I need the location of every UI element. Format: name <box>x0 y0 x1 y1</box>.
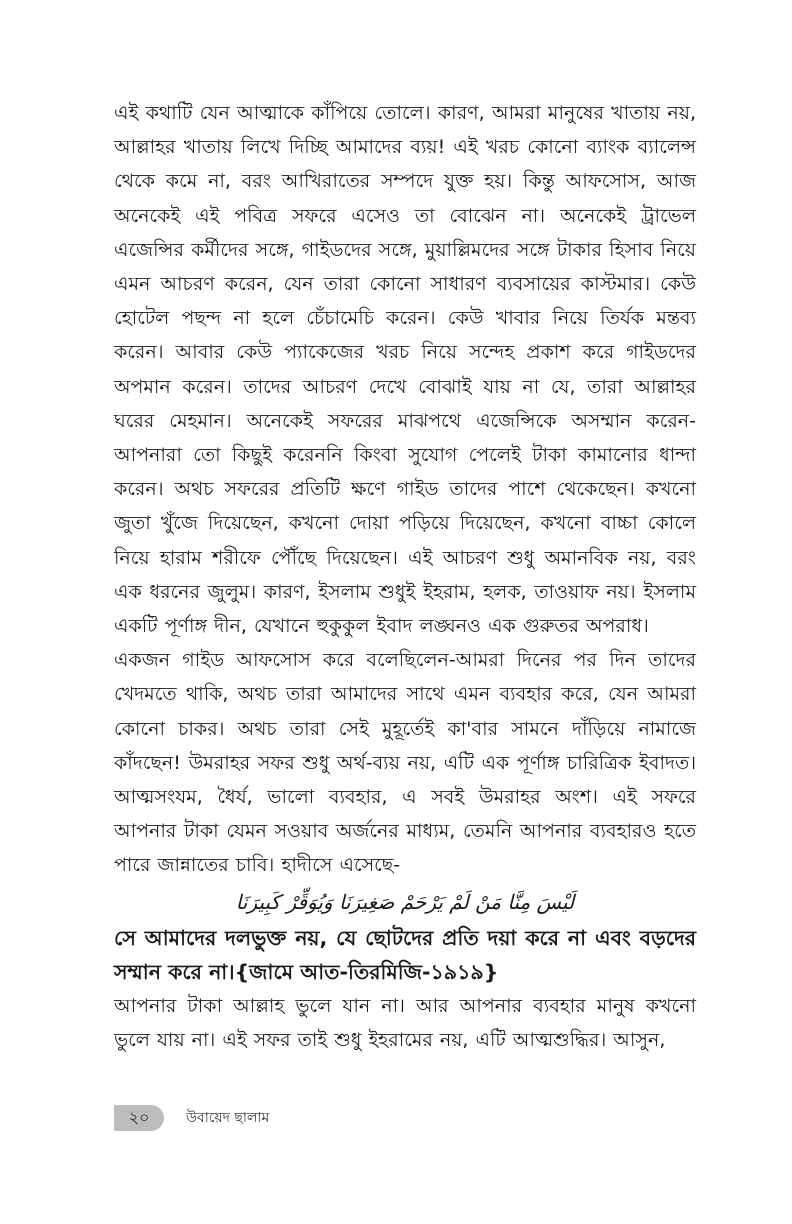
paragraph-1: এই কথাটি যেন আত্মাকে কাঁপিয়ে তোলে। কারণ, আমরা মানুষের খাতায় নয়, আল্লাহর খাতায় লিখে দিচ্ছি আমাদের ব্যয়! এই খরচ কোনো ব্যাংক ব্যালেন্স থেকে কমে না, বরং আখিরাতের সম্পদে যুক্ত হয়। কিন্তু আফসোস, আজ অনেকেই এই পবিত্র সফরে এসেও তা বোঝেন না। অনেকেই ট্রাভেল এজেন্সির কর্মীদের সঙ্গে, গাইডদের সঙ্গে, মুয়াল্লিমদের সঙ্গে টাকার হিসাব নিয়ে এমন আচরণ করেন, যেন তারা কোনো সাধারণ ব্যবসায়ের কাস্টমার। কেউ হোটেল পছন্দ না হলে চেঁচামেচি করেন। কেউ খাবার নিয়ে তির্যক মন্তব্য করেন। আবার কেউ প্যাকেজের খরচ নিয়ে সন্দেহ প্রকাশ করে গাইডদের অপমান করেন। তাদের আচরণ দেখে বোঝাই যায় না যে, তারা আল্লাহর ঘরের মেহমান। অনেকেই সফরের মাঝপথে এজেন্সিকে অসম্মান করেন- আপনারা তো কিছুই করেননি কিংবা সুযোগ পেলেই টাকা কামানোর ধান্দা করেন। অথচ সফরের প্রতিটি ক্ষণে গাইড তাদের পাশে থেকেছেন। কখনো জুতা খুঁজে দিয়েছেন, কখনো দোয়া পড়িয়ে দিয়েছেন, কখনো বাচ্চা কোলে নিয়ে হারাম শরীফে পৌঁছে দিয়েছেন। এই আচরণ শুধু অমানবিক নয়, বরং এক ধরনের জুলুম। কারণ, ইসলাম শুধুই ইহরাম, হলক, তাওয়াফ নয়। ইসলাম একটি পূর্ণাঙ্গ দীন, যেখানে হুকুকুল ইবাদ লঙ্ঘনও এক গুরুতর অপরাধ। <box>114 102 696 638</box>
paragraph-3: আপনার টাকা আল্লাহ ভুলে যান না। আর আপনার ব্যবহার মানুষ কখনো ভুলে যায় না। এই সফর তাই শুধু ইহরামের নয়, এটি আত্মশুদ্ধির। আসুন, <box>114 994 696 1051</box>
page-body <box>114 96 696 1057</box>
hadith-translation: সে আমাদের দলভুক্ত নয়, যে ছোটদের প্রতি দয়া করে না এবং বড়দের সম্মান করে না।{জামে আত-তিরমিজি-১৯১৯} <box>114 925 696 984</box>
author-name: উবায়েদ ছালাম <box>186 1110 270 1126</box>
arabic-hadith: لَيْسَ مِنَّا مَنْ لَمْ يَرْحَمْ صَغِيرَنَا وَيُوَقِّرْ كَبِيرَنَا <box>235 889 575 914</box>
page-number: ২০ <box>114 1105 164 1131</box>
page-footer <box>114 1104 269 1132</box>
paragraph-2: একজন গাইড আফসোস করে বলেছিলেন-আমরা দিনের পর দিন তাদের খেদমতে থাকি, অথচ তারা আমাদের সাথে এমন ব্যবহার করে, যেন আমরা কোনো চাকর। অথচ তারা সেই মুহূর্তেই কা'বার সামনে দাঁড়িয়ে নামাজে কাঁদছেন! উমরাহর সফর শুধু অর্থ-ব্যয় নয়, এটি এক পূর্ণাঙ্গ চারিত্রিক ইবাদত। আত্মসংযম, ধৈর্য, ভালো ব্যবহার, এ সবই উমরাহর অংশ। এই সফরে আপনার টাকা যেমন সওয়াব অর্জনের মাধ্যম, তেমনি আপনার ব্যবহারও হতে পারে জান্নাতের চাবি। হাদীসে এসেছে- <box>114 649 696 877</box>
